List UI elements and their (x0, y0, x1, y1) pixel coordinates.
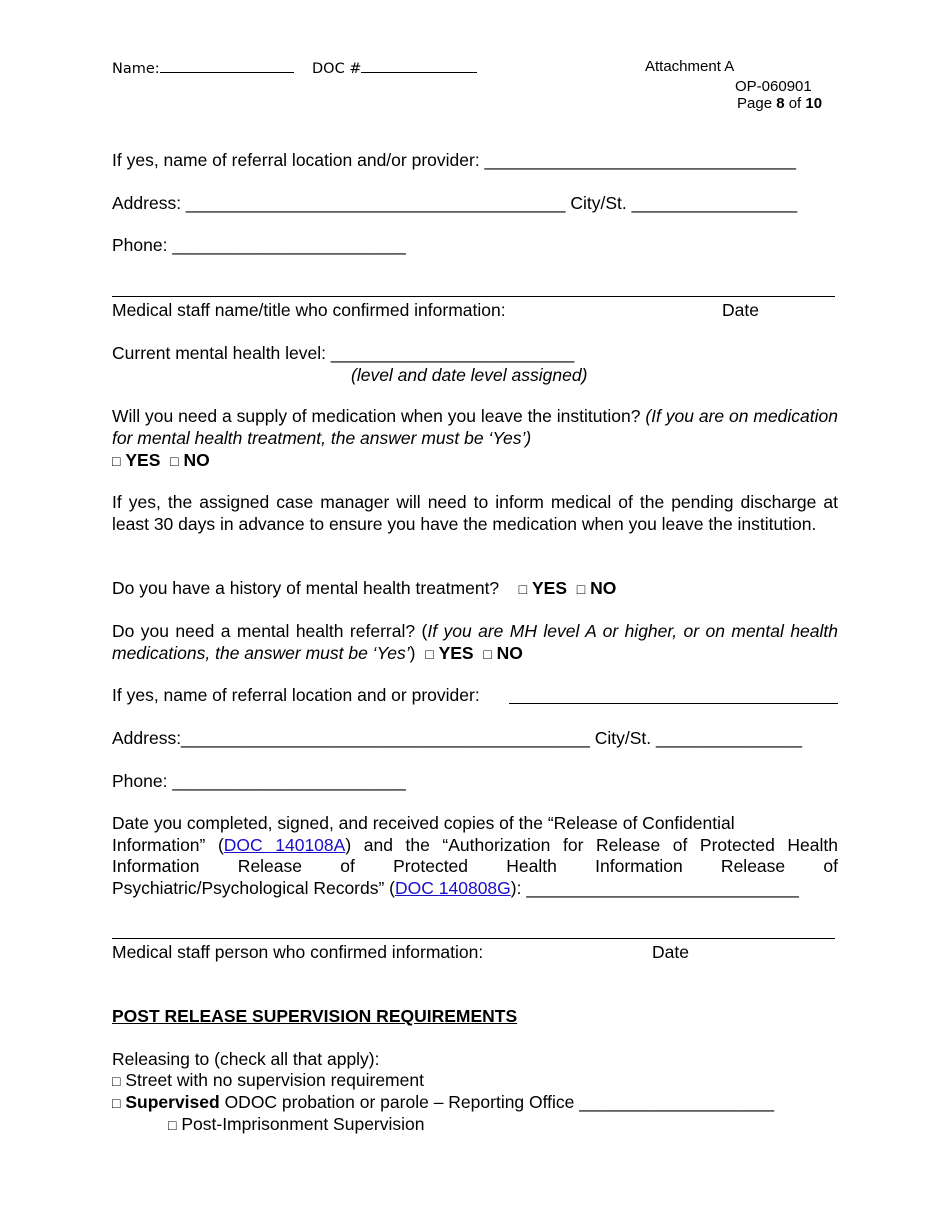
confirm2-date-label: Date (652, 942, 689, 962)
address-field-2[interactable]: Address:__________________________________________ City/St. _______________ (112, 728, 802, 748)
confirm2-label: Medical staff person who confirmed information: (112, 942, 484, 962)
release-line-4[interactable]: Psychiatric/Psychological Records” (DOC 140808G): ____________________________ (112, 878, 799, 898)
street-checkbox[interactable]: □ (112, 1073, 121, 1089)
medication-choice (112, 450, 210, 471)
option-street (112, 1070, 424, 1091)
post-imprisonment-label: Post-Imprisonment Supervision (181, 1114, 425, 1134)
discharge-info: If yes, the assigned case manager will need to inform medical of the pending discharge at least 30 days in advance to ensure you have the medication when you leave the institution. (112, 492, 838, 534)
doc-140808g-link[interactable]: DOC 140808G (395, 878, 511, 898)
supervised-checkbox[interactable]: □ (112, 1095, 121, 1111)
doc-140108a-link[interactable]: DOC 140108A (223, 835, 346, 855)
address-field[interactable]: Address: _______________________________________ City/St. _________________ (112, 193, 798, 213)
page-indicator: Page 8 of 10 (737, 95, 823, 112)
history-no-label: NO (590, 578, 617, 598)
referral-note: If you are MH level A or higher, or on mental health medications, the answer must be ‘Yes’ (112, 621, 838, 663)
supervised-label: Supervised (125, 1092, 220, 1112)
medication-question: Will you need a supply of medication when you leave the institution? (If you are on medication for mental health treatment, the answer must be ‘Yes’) (112, 406, 839, 448)
name-field[interactable] (112, 58, 294, 77)
history-no-checkbox[interactable]: □ (576, 581, 586, 597)
op-number: OP-060901 (735, 78, 812, 95)
attachment-label: Attachment A (645, 58, 735, 75)
medication-note: (If you are on medication for mental health treatment, the answer must be ‘Yes’) (112, 406, 839, 448)
page-current: 8 (776, 95, 785, 112)
mh-level-note: (level and date level assigned) (351, 365, 588, 385)
phone-field[interactable]: Phone: ________________________ (112, 235, 406, 255)
release-line-1: Date you completed, signed, and received copies of the “Release of Confidential (112, 813, 735, 833)
release-line-3: Information Release of Protected Health Information Release of (112, 856, 838, 876)
supervised-rest[interactable]: ODOC probation or parole – Reporting Office ____________________ (219, 1092, 774, 1112)
post-release-heading: POST RELEASE SUPERVISION REQUIREMENTS (112, 1006, 518, 1026)
history-yes-label: YES (531, 578, 567, 598)
street-label: Street with no supervision requirement (125, 1070, 424, 1090)
referral-location-field[interactable]: If yes, name of referral location and/or provider: ________________________________ (112, 150, 796, 170)
medication-no-checkbox[interactable]: □ (170, 453, 179, 469)
referral-location-blank-2[interactable] (509, 703, 838, 704)
name-label: Name: (112, 61, 160, 77)
confirm-label: Medical staff name/title who confirmed information: (112, 300, 506, 320)
history-question: Do you have a history of mental health treatment? (112, 578, 500, 598)
releasing-to-label: Releasing to (check all that apply): (112, 1049, 380, 1069)
referral-yes-checkbox[interactable]: □ (425, 645, 434, 662)
doc-number-field[interactable] (312, 58, 477, 77)
referral-yes-label: YES (438, 642, 474, 663)
phone-field-2[interactable]: Phone: ________________________ (112, 771, 406, 791)
signature-line-2[interactable] (112, 938, 835, 939)
option-supervised (112, 1092, 774, 1113)
signature-line[interactable] (112, 296, 835, 297)
page-total: 10 (805, 95, 823, 112)
referral-question: Do you need a mental health referral? (If you are MH level A or higher, or on mental health medications, the answer must be ‘Yes’) □ YES □ NO (112, 621, 838, 663)
confirm-date-label: Date (722, 300, 759, 320)
doc-number-blank[interactable] (361, 58, 477, 73)
name-blank[interactable] (160, 58, 294, 73)
mh-level-field[interactable]: Current mental health level: _________________________ (112, 343, 575, 363)
medication-yes-label: YES (125, 450, 161, 470)
release-line-2: Information” (DOC 140108A) and the “Authorization for Release of Protected Health (112, 835, 838, 855)
medication-yes-checkbox[interactable]: □ (112, 453, 121, 469)
referral-location-field-2[interactable]: If yes, name of referral location and or provider: (112, 685, 480, 705)
doc-number-label: DOC # (312, 61, 362, 77)
history-question-row (112, 578, 616, 599)
medication-no-label: NO (183, 450, 210, 470)
option-post-imprisonment (168, 1114, 425, 1135)
post-imprisonment-checkbox[interactable]: □ (168, 1117, 177, 1133)
referral-no-label: NO (496, 642, 523, 663)
history-yes-checkbox[interactable]: □ (518, 581, 528, 597)
referral-no-checkbox[interactable]: □ (483, 645, 492, 662)
